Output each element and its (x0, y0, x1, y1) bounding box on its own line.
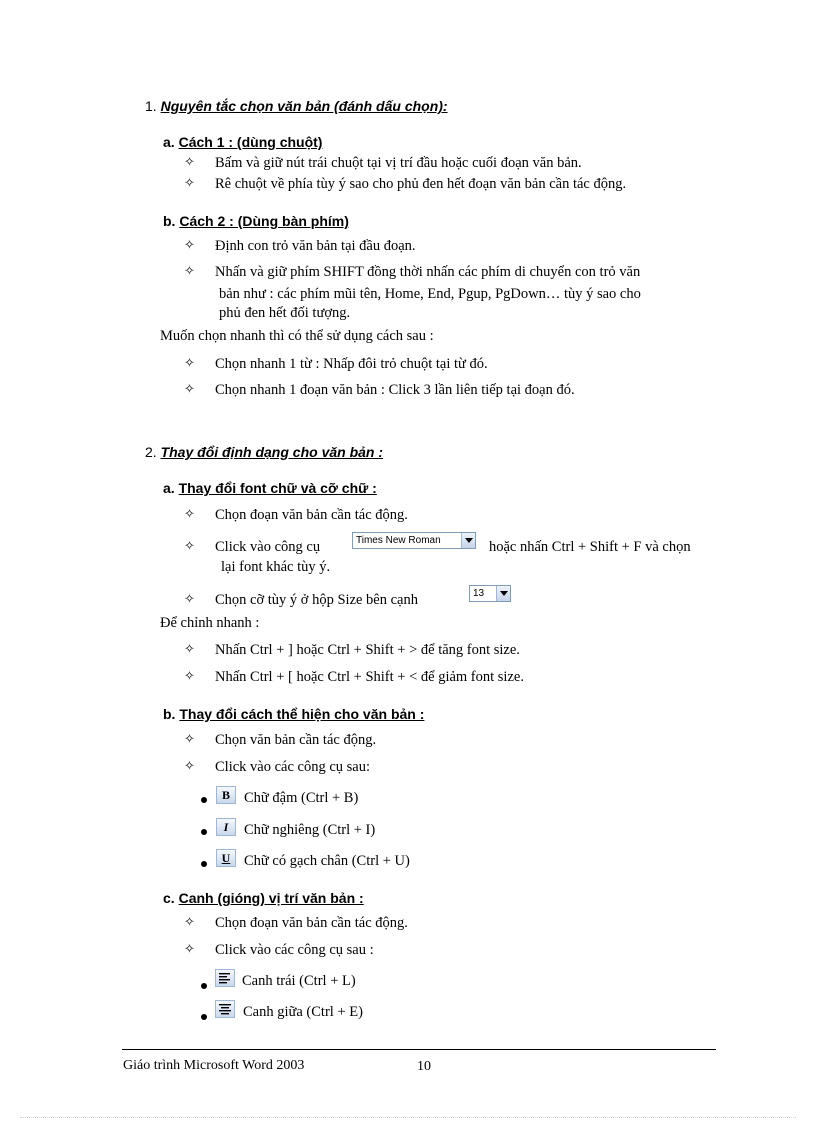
subsection-label: a. (163, 134, 175, 150)
section-title: Thay đổi định dạng cho văn bản : (160, 444, 384, 460)
list-item-suffix: hoặc nhấn Ctrl + Shift + F và chọn (489, 539, 691, 555)
page-number: 10 (417, 1059, 431, 1074)
quick-select-intro: Muốn chọn nhanh thì có thể sử dụng cách sau : (160, 328, 434, 344)
tool-description: Chữ đậm (Ctrl + B) (244, 790, 359, 806)
quick-adjust-intro: Để chỉnh nhanh : (160, 615, 260, 631)
subsection-title: Cách 1 : (dùng chuột) (178, 134, 323, 150)
list-item: Chọn văn bản cần tác động. (215, 732, 377, 748)
dot-bullet-icon (201, 1014, 207, 1020)
list-item: Nhấn và giữ phím SHIFT đồng thời nhấn các phím di chuyển con trỏ văn (215, 264, 641, 280)
subsection-2c-heading (163, 890, 364, 906)
section-number: 1. (145, 98, 157, 114)
dot-bullet-icon (201, 829, 207, 835)
subsection-label: b. (163, 213, 176, 229)
list-item: Chọn đoạn văn bản cần tác động. (215, 507, 408, 523)
subsection-title: Thay đổi font chữ và cỡ chữ : (178, 480, 377, 496)
list-item: Click vào các công cụ sau : (215, 942, 374, 958)
bullet-icon: ✧ (184, 642, 195, 657)
subsection-2a-heading (163, 480, 377, 496)
section-number: 2. (145, 444, 157, 460)
bold-icon[interactable]: B (216, 786, 236, 804)
align-center-glyph (216, 1001, 234, 1017)
dot-bullet-icon (201, 797, 207, 803)
subsection-2b-heading (163, 706, 424, 722)
bullet-icon: ✧ (184, 176, 195, 191)
list-item: Click vào các công cụ sau: (215, 759, 371, 775)
subsection-label: b. (163, 706, 176, 722)
dot-bullet-icon (201, 861, 207, 867)
subsection-1b-heading (163, 213, 349, 229)
subsection-label: c. (163, 890, 175, 906)
section-2-heading (145, 444, 383, 460)
underline-icon[interactable]: U (216, 849, 236, 867)
list-item-continuation: bản như : các phím mũi tên, Home, End, Pgup, PgDown… tùy ý sao cho (219, 286, 641, 302)
bullet-icon: ✧ (184, 238, 195, 253)
bullet-icon: ✧ (184, 264, 195, 279)
font-size-value: 13 (473, 588, 485, 599)
chevron-down-icon[interactable] (461, 533, 475, 548)
bullet-icon: ✧ (184, 539, 195, 554)
list-item: Rê chuột về phía tùy ý sao cho phủ đen hết đoạn văn bản cần tác động. (215, 176, 627, 192)
list-item: Chọn đoạn văn bản cần tác động. (215, 915, 408, 931)
section-1-heading (145, 98, 448, 114)
subsection-title: Thay đổi cách thể hiện cho văn bản : (179, 706, 425, 722)
list-item: Chọn nhanh 1 đoạn văn bản : Click 3 lần liên tiếp tại đoạn đó. (215, 382, 575, 398)
footer-divider (122, 1049, 716, 1050)
align-left-glyph (216, 970, 234, 986)
bullet-icon: ✧ (184, 759, 195, 774)
list-item-continuation: phủ đen hết đối tượng. (219, 305, 351, 321)
list-item: Chọn cỡ tùy ý ở hộp Size bên cạnh (215, 592, 418, 608)
bullet-icon: ✧ (184, 942, 195, 957)
bullet-icon: ✧ (184, 356, 195, 371)
bullet-icon: ✧ (184, 592, 195, 607)
list-item: Chọn nhanh 1 từ : Nhấp đôi trỏ chuột tại từ đó. (215, 356, 488, 372)
subsection-title: Cách 2 : (Dùng bàn phím) (179, 213, 349, 229)
list-item: Nhấn Ctrl + [ hoặc Ctrl + Shift + < để giảm font size. (215, 669, 524, 685)
font-size-combo[interactable] (469, 585, 511, 602)
list-item: Nhấn Ctrl + ] hoặc Ctrl + Shift + > để tăng font size. (215, 642, 520, 658)
bullet-icon: ✧ (184, 669, 195, 684)
bullet-icon: ✧ (184, 382, 195, 397)
tool-description: Chữ có gạch chân (Ctrl + U) (244, 853, 410, 869)
bullet-icon: ✧ (184, 507, 195, 522)
tool-description: Canh giữa (Ctrl + E) (243, 1004, 363, 1020)
tool-description: Chữ nghiêng (Ctrl + I) (244, 822, 376, 838)
chevron-down-icon[interactable] (496, 586, 510, 601)
font-name-combo[interactable] (352, 532, 476, 549)
footer-title: Giáo trình Microsoft Word 2003 (123, 1058, 305, 1073)
dot-bullet-icon (201, 983, 207, 989)
align-left-icon[interactable] (215, 969, 235, 987)
tool-description: Canh trái (Ctrl + L) (242, 973, 356, 989)
bullet-icon: ✧ (184, 155, 195, 170)
font-name-value: Times New Roman (356, 535, 441, 546)
align-center-icon[interactable] (215, 1000, 235, 1018)
subsection-label: a. (163, 480, 175, 496)
subsection-title: Canh (gióng) vị trí văn bản : (178, 890, 364, 906)
list-item: Bấm và giữ nút trái chuột tại vị trí đầu hoặc cuối đoạn văn bản. (215, 155, 582, 171)
list-item-continuation: lại font khác tùy ý. (221, 559, 331, 575)
list-item-prefix: Click vào công cụ (215, 539, 321, 555)
bullet-icon: ✧ (184, 732, 195, 747)
italic-icon[interactable]: I (216, 818, 236, 836)
subsection-1a-heading (163, 134, 322, 150)
page-edge (20, 1117, 796, 1118)
bullet-icon: ✧ (184, 915, 195, 930)
list-item: Định con trỏ văn bản tại đầu đoạn. (215, 238, 416, 254)
section-title: Nguyên tắc chọn văn bản (đánh dấu chọn): (160, 98, 448, 114)
